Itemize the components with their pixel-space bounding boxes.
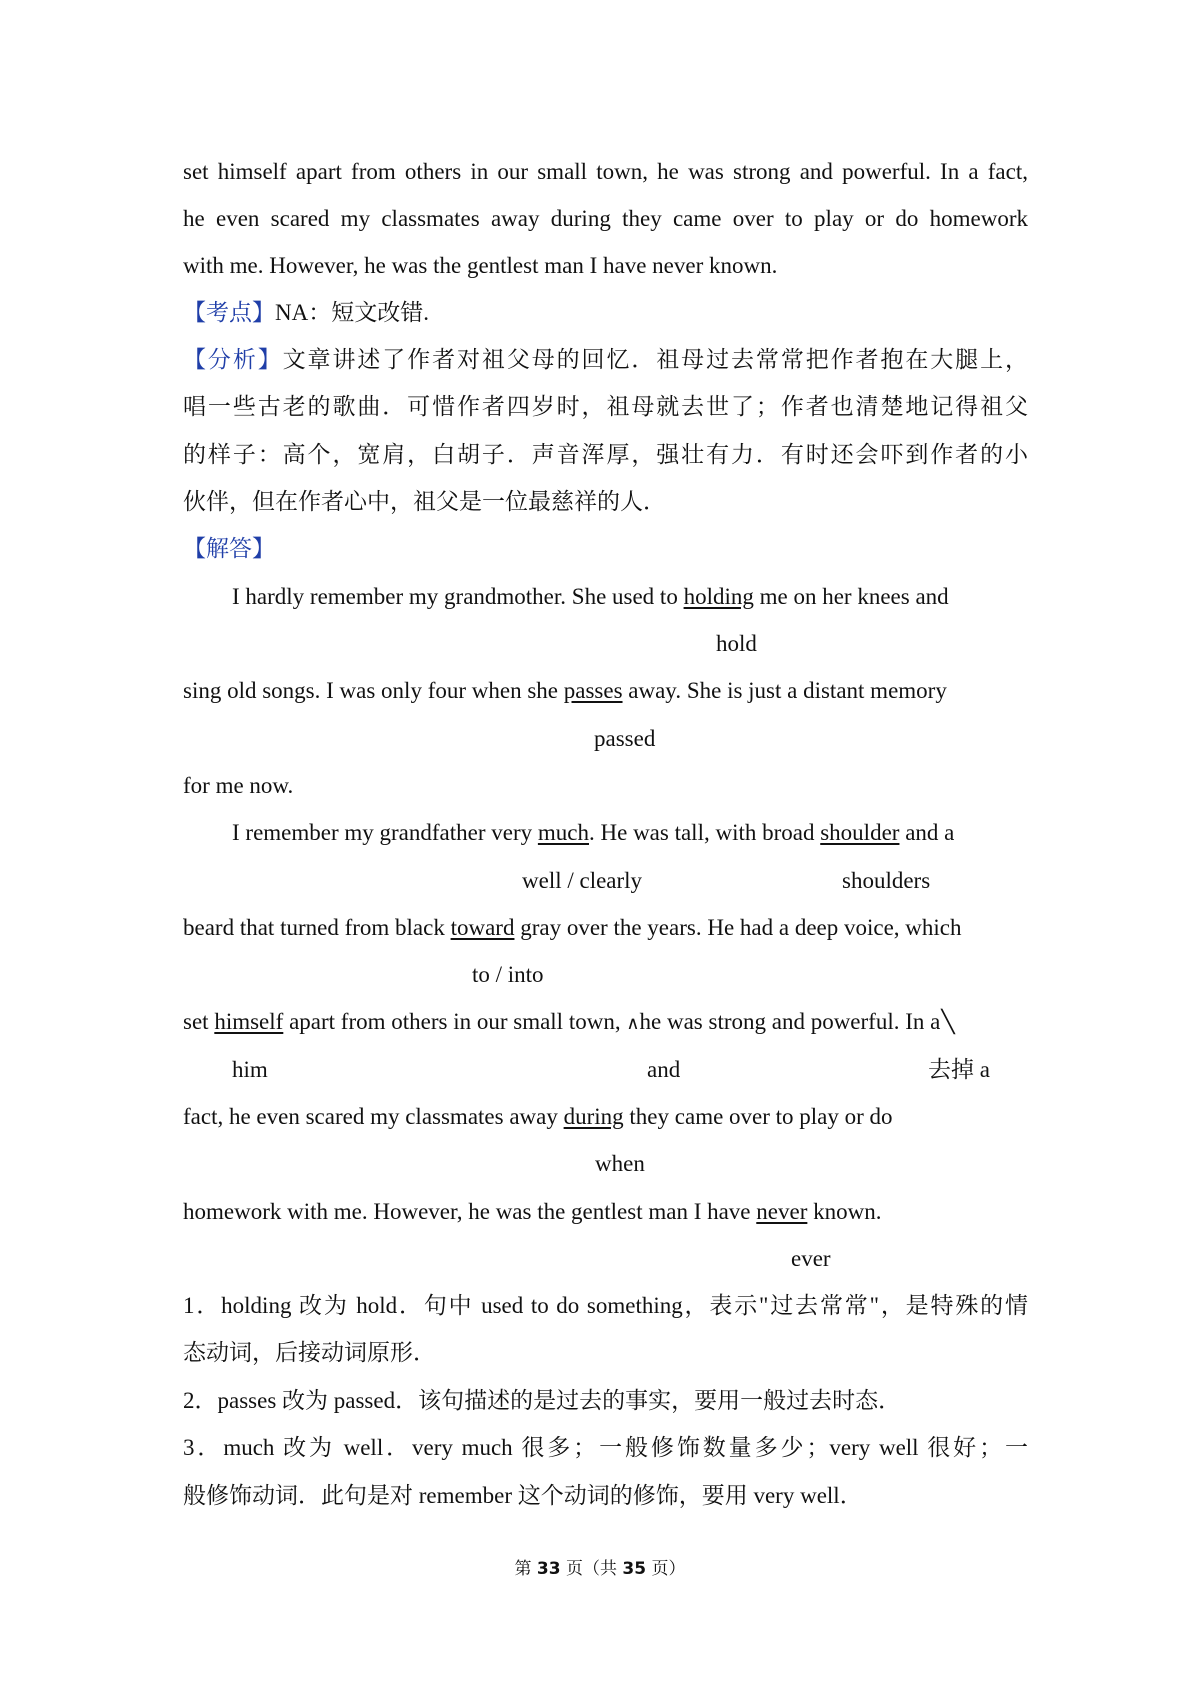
correction: when bbox=[595, 1151, 645, 1176]
correction: shoulders bbox=[842, 868, 931, 893]
body-line: he even scared my classmates away during they came over to play or do homework bbox=[183, 206, 1028, 231]
delete-slash-mark: ╲ bbox=[941, 1010, 955, 1035]
correction: hold bbox=[716, 631, 757, 656]
jieda-tag: 【解答】 bbox=[183, 536, 275, 561]
fenxi-line: 伙伴，但在作者心中，祖父是一位最慈祥的人． bbox=[183, 489, 666, 514]
passage-line: set himself apart from others in our small town, ∧he was strong and powerful. In a╲ bbox=[183, 1009, 955, 1035]
error-word: passes bbox=[563, 678, 623, 703]
correction: 去掉 a bbox=[928, 1057, 990, 1082]
insert-caret-mark: ∧ bbox=[626, 1013, 640, 1034]
passage-line: fact, he even scared my classmates away during they came over to play or do bbox=[183, 1104, 893, 1129]
error-word: himself bbox=[214, 1009, 284, 1034]
error-word: much bbox=[537, 820, 589, 845]
kaodian-tag: 【考点】 bbox=[183, 300, 275, 325]
explanation-line: 般修饰动词．此句是对 remember 这个动词的修饰，要用 very well． bbox=[183, 1483, 863, 1508]
error-word: shoulder bbox=[820, 820, 900, 845]
passage-line: for me now. bbox=[183, 773, 294, 798]
fenxi-tag: 【分析】 bbox=[183, 347, 283, 372]
fenxi-line bbox=[183, 345, 1028, 375]
total-pages: 35 bbox=[622, 1559, 647, 1579]
passage-line: sing old songs. I was only four when she passes away. She is just a distant memory bbox=[183, 678, 947, 703]
error-word: during bbox=[563, 1104, 624, 1129]
fenxi-line: 唱一些古老的歌曲．可惜作者四岁时，祖母就去世了；作者也清楚地记得祖父 bbox=[183, 394, 1028, 419]
correction: to / into bbox=[472, 962, 544, 987]
fenxi-line: 的样子：高个，宽肩，白胡子．声音浑厚，强壮有力．有时还会吓到作者的小 bbox=[183, 442, 1028, 467]
fenxi-text: 文章讲述了作者对祖父母的回忆．祖母过去常常把作者抱在大腿上， bbox=[282, 347, 1029, 372]
passage-line: I hardly remember my grandmother. She used to holding me on her knees and bbox=[232, 584, 949, 609]
body-line: set himself apart from others in our small town, he was strong and powerful. In a fact, bbox=[183, 159, 1028, 184]
error-word: toward bbox=[450, 915, 515, 940]
page-number: 33 bbox=[536, 1559, 561, 1579]
page-footer: 第 33 页（共 35 页） bbox=[514, 1559, 686, 1579]
kaodian-text: NA：短文改错. bbox=[275, 300, 429, 325]
explanation-line: 1．holding 改为 hold．句中 used to do something，表示"过去常常"，是特殊的情 bbox=[183, 1293, 1028, 1318]
passage-line: homework with me. However, he was the gentlest man I have never known. bbox=[183, 1199, 882, 1224]
error-word: never bbox=[756, 1199, 808, 1224]
kaodian-line bbox=[183, 298, 1028, 328]
explanation-line: 态动词，后接动词原形． bbox=[183, 1340, 436, 1365]
correction: him bbox=[232, 1057, 268, 1082]
correction: passed bbox=[594, 726, 656, 751]
passage-line: I remember my grandfather very much. He was tall, with broad shoulder and a bbox=[232, 820, 955, 845]
correction: well / clearly bbox=[522, 868, 643, 893]
body-line: with me. However, he was the gentlest man I have never known. bbox=[183, 253, 778, 278]
correction: and bbox=[647, 1057, 681, 1082]
correction: ever bbox=[791, 1246, 831, 1271]
explanation-line: 3．much 改为 well．very much 很多；一般修饰数量多少；very well 很好；一 bbox=[183, 1435, 1028, 1460]
error-word: holding bbox=[683, 584, 754, 609]
explanation-line: 2．passes 改为 passed．该句描述的是过去的事实，要用一般过去时态． bbox=[183, 1388, 902, 1413]
passage-line: beard that turned from black toward gray over the years. He had a deep voice, which bbox=[183, 915, 962, 940]
